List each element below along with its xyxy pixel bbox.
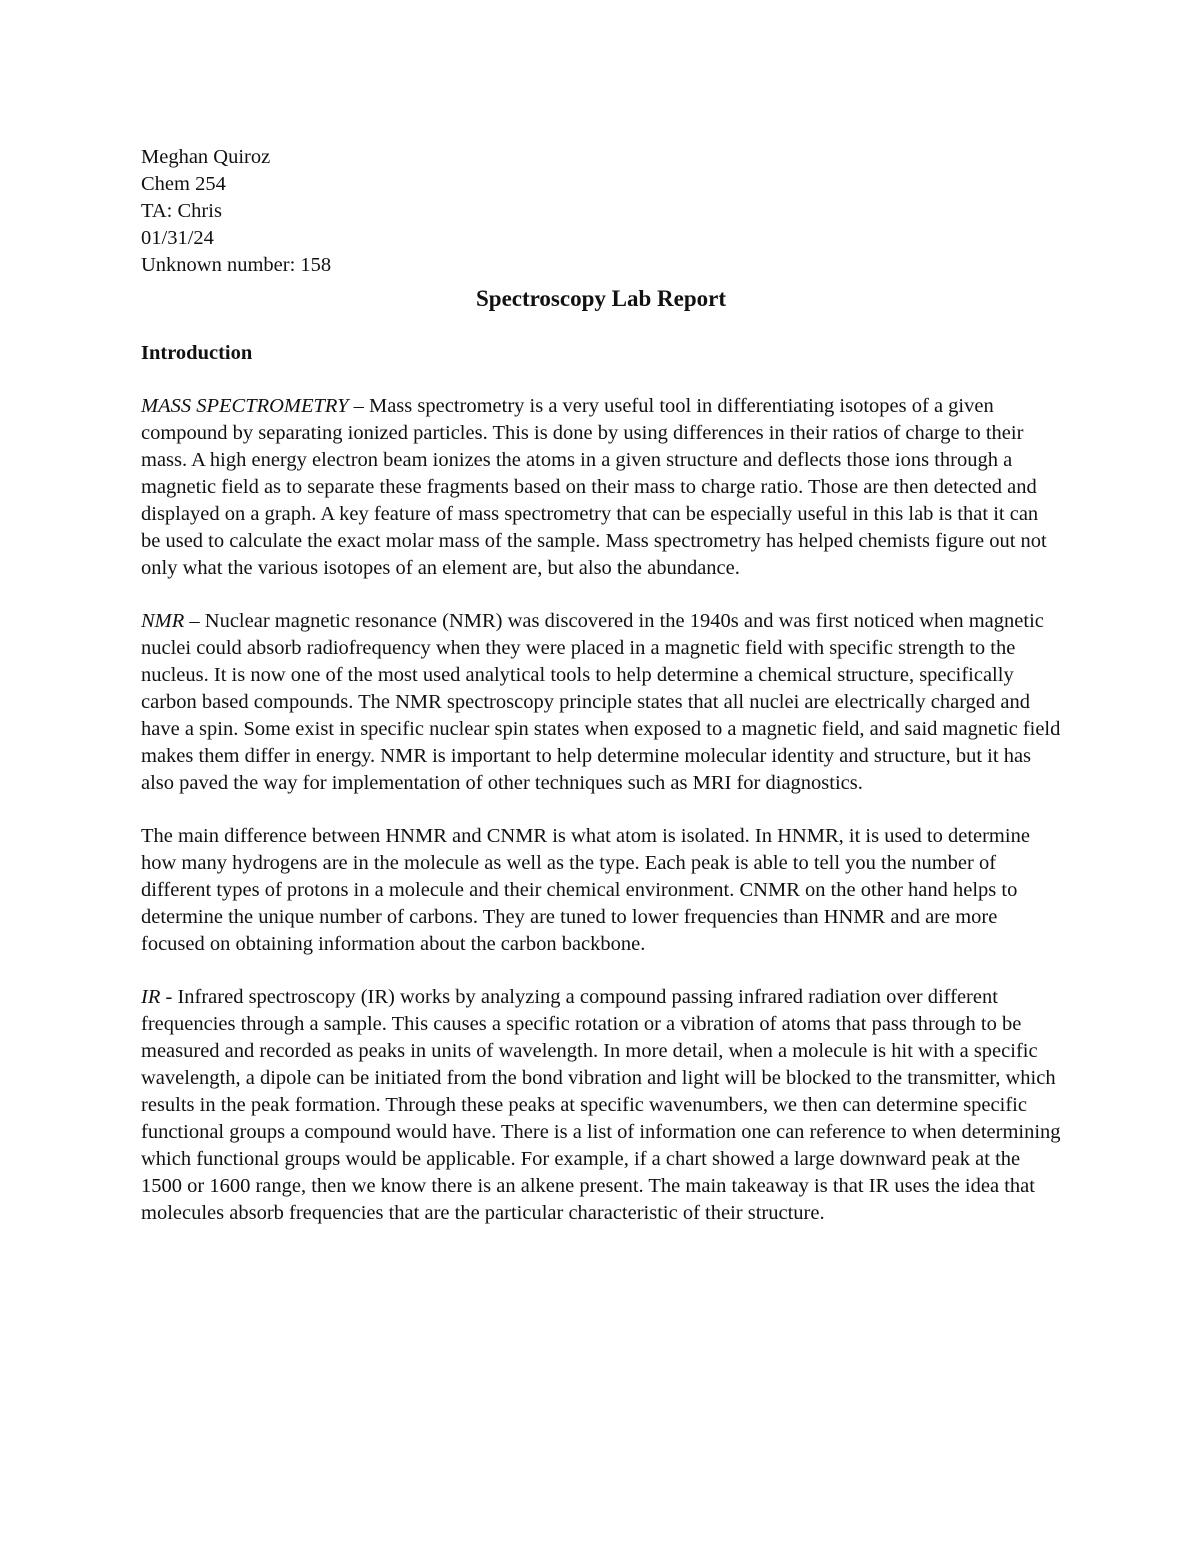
paragraph-text: Nuclear magnetic resonance (NMR) was discovered in the 1940s and was first noticed when magnetic nuclei could absorb radiofrequency when they were placed in a magnetic field with specific strength to the nucleus. It is now one of the most used analytical tools to help determine a chemical structure, specifically carbon based compounds. The NMR spectroscopy principle states that all nuclei are electrically charged and have a spin. Some exist in specific nuclear spin states when exposed to a magnetic field, and said magnetic field makes them differ in energy. NMR is important to help determine molecular identity and structure, but it has also paved the way for implementation of other techniques such as MRI for diagnostics. [141,610,1061,794]
paragraph-text: Mass spectrometry is a very useful tool in differentiating isotopes of a given compound by separating ionized particles. This is done by using differences in their ratios of charge to their mass. A high energy electron beam ionizes the atoms in a given structure and deflects those ions through a magnetic field as to separate these fragments based on their mass to charge ratio. Those are then detected and displayed on a graph. A key feature of mass spectrometry that can be especially useful in this lab is that it can be used to calculate the exact molar mass of the sample. Mass spectrometry has helped chemists figure out not only what the various isotopes of an element are, but also the abundance. [141,395,1047,579]
unknown-number: Unknown number: 158 [141,254,332,276]
author-name: Meghan Quiroz [141,146,271,168]
document-title: Spectroscopy Lab Report [475,286,726,311]
paragraph-mass-spectrometry [141,393,1061,582]
course-name: Chem 254 [141,173,226,195]
document-page [141,144,1061,1227]
paragraph-text: Infrared spectroscopy (IR) works by analyzing a compound passing infrared radiation over different frequencies through a sample. This causes a specific rotation or a vibration of atoms that pass through to be measured and recorded as peaks in units of wavelength. In more detail, when a molecule is hit with a specific wavelength, a dipole can be initiated from the bond vibration and light will be blocked to the transmitter, which results in the peak formation. Through these peaks at specific wavenumbers, we then can determine specific functional groups a compound would have. There is a list of information one can reference to when determining which functional groups would be applicable. For example, if a chart showed a large downward peak at the 1500 or 1600 range, then we know there is an alkene present. The main takeaway is that IR uses the idea that molecules absorb frequencies that are the particular characteristic of their structure. [141,986,1061,1224]
label-separator: – [348,395,369,417]
section-heading-introduction: Introduction [141,342,253,364]
paragraph-text: The main difference between HNMR and CNMR is what atom is isolated. In HNMR, it is used to determine how many hydrogens are in the molecule as well as the type. Each peak is able to tell you the number of different types of protons in a molecule and their chemical environment. CNMR on the other hand helps to determine the unique number of carbons. They are tuned to lower frequencies than HNMR and are more focused on obtaining information about the carbon backbone. [141,825,1030,955]
report-date: 01/31/24 [141,227,214,249]
paragraph-nmr [141,608,1061,797]
paragraph-label-ir: IR [141,986,161,1008]
label-separator: – [184,610,205,632]
paragraph-hnmr-cnmr [141,823,1061,958]
ta-name: TA: Chris [141,200,222,222]
paragraph-label-mass-spectrometry: MASS SPECTROMETRY [141,395,349,417]
paragraph-label-nmr: NMR [141,610,185,632]
paragraph-ir [141,984,1061,1227]
author-header [141,144,1061,279]
label-separator: - [160,986,178,1008]
